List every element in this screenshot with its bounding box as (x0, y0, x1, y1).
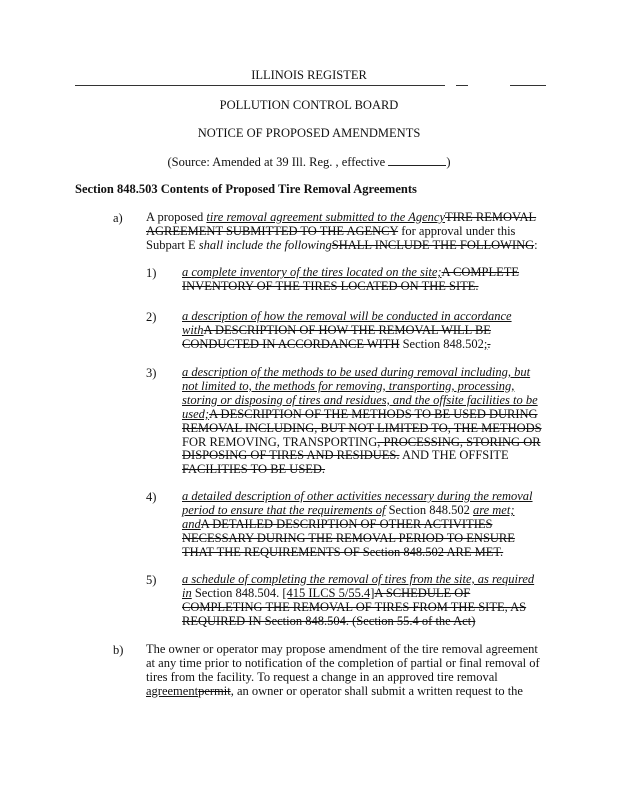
item-3-text: a description of the methods to be used during removal including, but not limited to, the methods for removing, transporting, processing, storing or disposing of tires and residues, and the offsite facilities to be used;A DESCRIPTION OF THE METHODS TO BE USED DURING REMOVAL INCLUDING, BUT NOT LIMITED TO, THE METHODS FOR REMOVING, TRANSPORTING, PROCESSING, STORING OR DISPOSING OF TIRES AND RESIDUES. AND THE OFFSITE FACILITIES TO BE USED. (182, 365, 542, 477)
header-rule (75, 85, 445, 86)
item-5-text: a schedule of completing the removal of tires from the site, as required in Section 848.504. [415 ILCS 5/55.4]A SCHEDULE OF COMPLETING THE REMOVAL OF TIRES FROM THE SITE, AS REQUIRED IN Section 848.504. (Section 55.4 of the Act) (182, 572, 535, 628)
item-5-label: 5) (146, 573, 157, 587)
register-header: ILLINOIS REGISTER (251, 68, 367, 82)
section-title: Section 848.503 Contents of Proposed Tire Removal Agreements (75, 182, 417, 196)
header-rule-right (510, 85, 546, 86)
notice-title: NOTICE OF PROPOSED AMENDMENTS (197, 126, 421, 140)
item-4-label: 4) (146, 490, 157, 504)
subsection-a-label: a) (113, 211, 123, 225)
subsection-b-label: b) (113, 643, 124, 657)
effective-date-blank (388, 154, 446, 166)
subsection-b-text: The owner or operator may propose amendment of the tire removal agreement at any time prior to notification of the completion of partial or final removal of tires from the facility. To request a change in an approved tire removal agreementpermit, an owner or operator shall submit a written request to the (146, 642, 540, 698)
item-1-label: 1) (146, 266, 157, 280)
agency-name: POLLUTION CONTROL BOARD (219, 98, 399, 112)
item-1-text: a complete inventory of the tires located on the site;A COMPLETE INVENTORY OF THE TIRES LOCATED ON THE SITE. (182, 265, 519, 293)
source-note: (Source: Amended at 39 Ill. Reg. , effective ) (167, 155, 451, 169)
item-4-text: a detailed description of other activities necessary during the removal period to ensure that the requirements of Section 848.502 are met; andA DETAILED DESCRIPTION OF OTHER ACTIVITIES NECESSARY DURING THE REMOVAL PERIOD TO ENSURE THAT THE REQUIREMENTS OF Section 848.502 ARE MET. (182, 489, 533, 559)
item-3-label: 3) (146, 366, 157, 380)
subsection-a-text: A proposed tire removal agreement submitted to the AgencyTIRE REMOVAL AGREEMENT SUBMITTED TO THE AGENCY for approval under this Subpart E shall include the followingSHALL INCLUDE THE FOLLOWING: (146, 210, 538, 252)
item-2-label: 2) (146, 310, 157, 324)
header-rule-short (456, 85, 468, 86)
item-2-text: a description of how the removal will be conducted in accordance withA DESCRIPTION OF HOW THE REMOVAL WILL BE CONDUCTED IN ACCORDANCE WITH Section 848.502;. (182, 309, 512, 351)
